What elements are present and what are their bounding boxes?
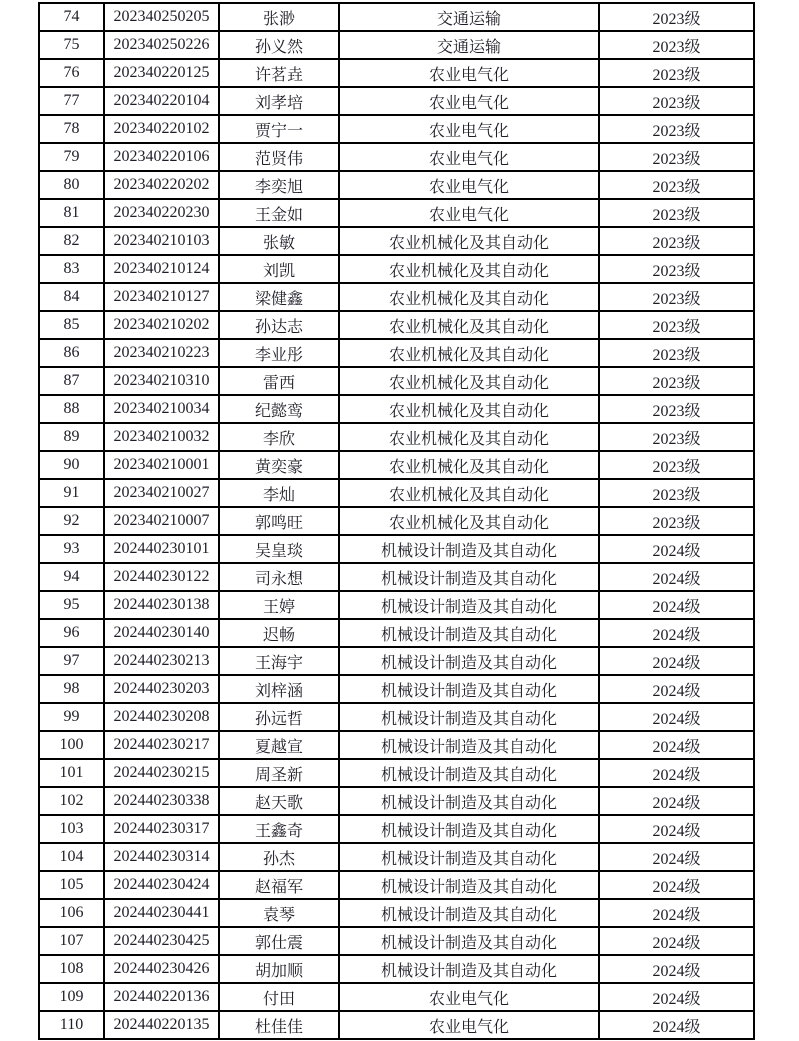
student-name-cell: 范贤伟 [219, 143, 339, 171]
student-roster-table [38, 2, 755, 1040]
student-id-cell: 202440230122 [104, 563, 219, 591]
row-number-cell: 82 [39, 227, 104, 255]
major-cell: 机械设计制造及其自动化 [339, 535, 599, 563]
student-name-cell: 刘凯 [219, 255, 339, 283]
major-cell: 交通运输 [339, 31, 599, 59]
student-name-cell: 司永想 [219, 563, 339, 591]
grade-cell: 2023级 [599, 367, 754, 395]
major-cell: 农业电气化 [339, 983, 599, 1011]
grade-cell: 2023级 [599, 31, 754, 59]
table-row [39, 395, 754, 423]
grade-cell: 2024级 [599, 591, 754, 619]
student-name-cell: 郭鸣旺 [219, 507, 339, 535]
student-name-cell: 许茗垚 [219, 59, 339, 87]
grade-cell: 2023级 [599, 59, 754, 87]
major-cell: 农业电气化 [339, 199, 599, 227]
student-id-cell: 202440230208 [104, 703, 219, 731]
major-cell: 农业机械化及其自动化 [339, 311, 599, 339]
grade-cell: 2023级 [599, 255, 754, 283]
row-number-cell: 109 [39, 983, 104, 1011]
grade-cell: 2023级 [599, 423, 754, 451]
student-id-cell: 202440230203 [104, 675, 219, 703]
major-cell: 农业机械化及其自动化 [339, 423, 599, 451]
student-id-cell: 202340220102 [104, 115, 219, 143]
student-id-cell: 202340210001 [104, 451, 219, 479]
grade-cell: 2023级 [599, 87, 754, 115]
student-name-cell: 张渺 [219, 3, 339, 31]
grade-cell: 2023级 [599, 199, 754, 227]
grade-cell: 2024级 [599, 927, 754, 955]
student-name-cell: 吴皇琰 [219, 535, 339, 563]
row-number-cell: 85 [39, 311, 104, 339]
student-name-cell: 胡加顺 [219, 955, 339, 983]
major-cell: 机械设计制造及其自动化 [339, 955, 599, 983]
student-name-cell: 杜佳佳 [219, 1011, 339, 1039]
row-number-cell: 90 [39, 451, 104, 479]
major-cell: 机械设计制造及其自动化 [339, 591, 599, 619]
student-id-cell: 202440230314 [104, 843, 219, 871]
student-id-cell: 202340250205 [104, 3, 219, 31]
table-row [39, 703, 754, 731]
grade-cell: 2024级 [599, 815, 754, 843]
student-id-cell: 202440230217 [104, 731, 219, 759]
student-name-cell: 刘孝培 [219, 87, 339, 115]
major-cell: 农业机械化及其自动化 [339, 227, 599, 255]
table-row [39, 171, 754, 199]
row-number-cell: 83 [39, 255, 104, 283]
table-row [39, 535, 754, 563]
student-name-cell: 李灿 [219, 479, 339, 507]
row-number-cell: 108 [39, 955, 104, 983]
grade-cell: 2023级 [599, 227, 754, 255]
table-row [39, 647, 754, 675]
table-row [39, 563, 754, 591]
student-id-cell: 202340210124 [104, 255, 219, 283]
student-id-cell: 202440220136 [104, 983, 219, 1011]
table-row [39, 255, 754, 283]
student-name-cell: 孙远哲 [219, 703, 339, 731]
row-number-cell: 93 [39, 535, 104, 563]
table-row [39, 619, 754, 647]
grade-cell: 2024级 [599, 787, 754, 815]
grade-cell: 2024级 [599, 703, 754, 731]
student-name-cell: 李奕旭 [219, 171, 339, 199]
grade-cell: 2023级 [599, 311, 754, 339]
student-name-cell: 李业彤 [219, 339, 339, 367]
table-row [39, 199, 754, 227]
row-number-cell: 97 [39, 647, 104, 675]
major-cell: 农业电气化 [339, 115, 599, 143]
major-cell: 农业电气化 [339, 143, 599, 171]
student-id-cell: 202340220125 [104, 59, 219, 87]
row-number-cell: 100 [39, 731, 104, 759]
student-id-cell: 202340210310 [104, 367, 219, 395]
row-number-cell: 103 [39, 815, 104, 843]
row-number-cell: 78 [39, 115, 104, 143]
row-number-cell: 88 [39, 395, 104, 423]
table-row [39, 1011, 754, 1039]
table-row [39, 59, 754, 87]
table-row [39, 423, 754, 451]
major-cell: 农业机械化及其自动化 [339, 367, 599, 395]
grade-cell: 2024级 [599, 535, 754, 563]
student-id-cell: 202340250226 [104, 31, 219, 59]
row-number-cell: 76 [39, 59, 104, 87]
student-name-cell: 张敏 [219, 227, 339, 255]
student-id-cell: 202340210034 [104, 395, 219, 423]
table-row [39, 759, 754, 787]
major-cell: 交通运输 [339, 3, 599, 31]
row-number-cell: 106 [39, 899, 104, 927]
student-id-cell: 202440230425 [104, 927, 219, 955]
table-row [39, 143, 754, 171]
table-row [39, 927, 754, 955]
student-id-cell: 202340210223 [104, 339, 219, 367]
grade-cell: 2024级 [599, 1011, 754, 1039]
grade-cell: 2024级 [599, 983, 754, 1011]
student-id-cell: 202340210007 [104, 507, 219, 535]
major-cell: 机械设计制造及其自动化 [339, 759, 599, 787]
student-id-cell: 202340220104 [104, 87, 219, 115]
table-row [39, 955, 754, 983]
table-row [39, 787, 754, 815]
table-row [39, 367, 754, 395]
row-number-cell: 80 [39, 171, 104, 199]
student-id-cell: 202440230338 [104, 787, 219, 815]
major-cell: 机械设计制造及其自动化 [339, 899, 599, 927]
grade-cell: 2023级 [599, 3, 754, 31]
student-name-cell: 周圣新 [219, 759, 339, 787]
table-row [39, 815, 754, 843]
row-number-cell: 87 [39, 367, 104, 395]
major-cell: 机械设计制造及其自动化 [339, 619, 599, 647]
row-number-cell: 95 [39, 591, 104, 619]
grade-cell: 2023级 [599, 283, 754, 311]
student-id-cell: 202440220135 [104, 1011, 219, 1039]
student-name-cell: 付田 [219, 983, 339, 1011]
student-id-cell: 202440230317 [104, 815, 219, 843]
major-cell: 机械设计制造及其自动化 [339, 871, 599, 899]
major-cell: 机械设计制造及其自动化 [339, 927, 599, 955]
major-cell: 农业机械化及其自动化 [339, 339, 599, 367]
student-name-cell: 纪懿鸾 [219, 395, 339, 423]
grade-cell: 2023级 [599, 115, 754, 143]
major-cell: 农业电气化 [339, 171, 599, 199]
major-cell: 农业机械化及其自动化 [339, 451, 599, 479]
table-row [39, 87, 754, 115]
grade-cell: 2023级 [599, 339, 754, 367]
row-number-cell: 81 [39, 199, 104, 227]
table-row [39, 311, 754, 339]
student-id-cell: 202340210032 [104, 423, 219, 451]
student-name-cell: 贾宁一 [219, 115, 339, 143]
major-cell: 机械设计制造及其自动化 [339, 731, 599, 759]
major-cell: 农业机械化及其自动化 [339, 283, 599, 311]
table-row [39, 591, 754, 619]
row-number-cell: 110 [39, 1011, 104, 1039]
table-row [39, 31, 754, 59]
student-name-cell: 赵天歌 [219, 787, 339, 815]
student-name-cell: 赵福军 [219, 871, 339, 899]
student-id-cell: 202440230138 [104, 591, 219, 619]
major-cell: 机械设计制造及其自动化 [339, 675, 599, 703]
student-id-cell: 202440230213 [104, 647, 219, 675]
major-cell: 机械设计制造及其自动化 [339, 703, 599, 731]
grade-cell: 2024级 [599, 955, 754, 983]
grade-cell: 2024级 [599, 675, 754, 703]
grade-cell: 2024级 [599, 871, 754, 899]
grade-cell: 2024级 [599, 563, 754, 591]
row-number-cell: 92 [39, 507, 104, 535]
table-row [39, 3, 754, 31]
row-number-cell: 74 [39, 3, 104, 31]
student-id-cell: 202440230101 [104, 535, 219, 563]
major-cell: 农业电气化 [339, 87, 599, 115]
row-number-cell: 84 [39, 283, 104, 311]
table-row [39, 983, 754, 1011]
student-name-cell: 孙杰 [219, 843, 339, 871]
major-cell: 农业机械化及其自动化 [339, 507, 599, 535]
major-cell: 机械设计制造及其自动化 [339, 647, 599, 675]
major-cell: 机械设计制造及其自动化 [339, 787, 599, 815]
major-cell: 机械设计制造及其自动化 [339, 843, 599, 871]
table-row [39, 115, 754, 143]
table-row [39, 507, 754, 535]
student-id-cell: 202440230215 [104, 759, 219, 787]
grade-cell: 2024级 [599, 731, 754, 759]
major-cell: 农业机械化及其自动化 [339, 479, 599, 507]
student-name-cell: 刘梓涵 [219, 675, 339, 703]
row-number-cell: 94 [39, 563, 104, 591]
student-id-cell: 202440230140 [104, 619, 219, 647]
row-number-cell: 102 [39, 787, 104, 815]
table-row [39, 339, 754, 367]
table-row [39, 227, 754, 255]
student-name-cell: 李欣 [219, 423, 339, 451]
student-id-cell: 202440230426 [104, 955, 219, 983]
table-row [39, 283, 754, 311]
grade-cell: 2023级 [599, 451, 754, 479]
grade-cell: 2024级 [599, 647, 754, 675]
row-number-cell: 104 [39, 843, 104, 871]
grade-cell: 2024级 [599, 619, 754, 647]
major-cell: 农业机械化及其自动化 [339, 255, 599, 283]
student-id-cell: 202340220230 [104, 199, 219, 227]
grade-cell: 2023级 [599, 171, 754, 199]
grade-cell: 2023级 [599, 479, 754, 507]
table-row [39, 675, 754, 703]
table-row [39, 899, 754, 927]
student-name-cell: 袁琴 [219, 899, 339, 927]
major-cell: 机械设计制造及其自动化 [339, 815, 599, 843]
student-name-cell: 迟畅 [219, 619, 339, 647]
major-cell: 农业电气化 [339, 59, 599, 87]
student-id-cell: 202340220202 [104, 171, 219, 199]
major-cell: 农业机械化及其自动化 [339, 395, 599, 423]
table-row [39, 731, 754, 759]
row-number-cell: 91 [39, 479, 104, 507]
grade-cell: 2023级 [599, 143, 754, 171]
row-number-cell: 86 [39, 339, 104, 367]
grade-cell: 2024级 [599, 759, 754, 787]
row-number-cell: 77 [39, 87, 104, 115]
table-row [39, 451, 754, 479]
row-number-cell: 107 [39, 927, 104, 955]
roster-table-body [39, 3, 754, 1039]
table-row [39, 843, 754, 871]
student-id-cell: 202440230424 [104, 871, 219, 899]
student-id-cell: 202340210103 [104, 227, 219, 255]
row-number-cell: 89 [39, 423, 104, 451]
student-name-cell: 王金如 [219, 199, 339, 227]
table-row [39, 479, 754, 507]
student-name-cell: 孙达志 [219, 311, 339, 339]
major-cell: 机械设计制造及其自动化 [339, 563, 599, 591]
student-id-cell: 202340210127 [104, 283, 219, 311]
grade-cell: 2024级 [599, 899, 754, 927]
major-cell: 农业电气化 [339, 1011, 599, 1039]
grade-cell: 2023级 [599, 507, 754, 535]
row-number-cell: 75 [39, 31, 104, 59]
row-number-cell: 98 [39, 675, 104, 703]
student-name-cell: 梁健鑫 [219, 283, 339, 311]
student-id-cell: 202340210027 [104, 479, 219, 507]
student-id-cell: 202440230441 [104, 899, 219, 927]
student-name-cell: 王海宇 [219, 647, 339, 675]
row-number-cell: 79 [39, 143, 104, 171]
student-name-cell: 雷西 [219, 367, 339, 395]
row-number-cell: 105 [39, 871, 104, 899]
student-name-cell: 夏越宣 [219, 731, 339, 759]
student-id-cell: 202340220106 [104, 143, 219, 171]
row-number-cell: 96 [39, 619, 104, 647]
student-name-cell: 王鑫奇 [219, 815, 339, 843]
student-id-cell: 202340210202 [104, 311, 219, 339]
grade-cell: 2023级 [599, 395, 754, 423]
grade-cell: 2024级 [599, 843, 754, 871]
student-name-cell: 王婷 [219, 591, 339, 619]
student-name-cell: 孙义然 [219, 31, 339, 59]
row-number-cell: 101 [39, 759, 104, 787]
student-name-cell: 郭仕震 [219, 927, 339, 955]
student-name-cell: 黄奕豪 [219, 451, 339, 479]
row-number-cell: 99 [39, 703, 104, 731]
table-row [39, 871, 754, 899]
